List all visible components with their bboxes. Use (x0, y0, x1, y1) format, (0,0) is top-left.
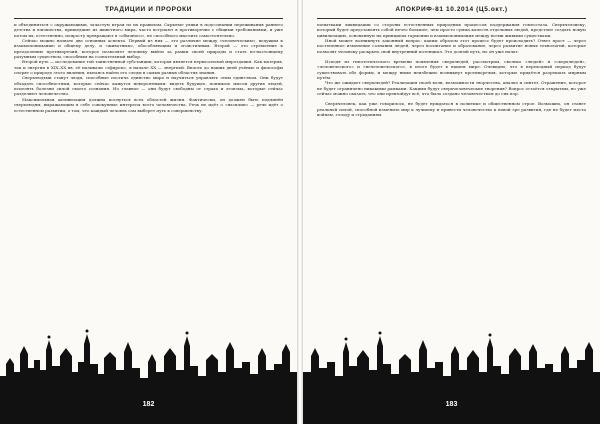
left-page (0, 0, 297, 424)
paragraph: Что же ожидает сверхлюдей? Реализация своей воли, возможности творчества, анализ и синтез. Отражение, которое не будет ограничено никакими рамками. Какими будут сверхчеловеческие творения? Вопрос остаётся открытым, но уже сейчас можно сказать, что они превзойдут всё, что было создано человечеством до сих пор. (317, 80, 586, 97)
paragraph: Сейчас можно назвать две основных аспекта. Первый из них — это различие между «человеческим», ведущим к взаимопониманию и общему делу, и «животным», обособляющим и эгоистичным. Второй — это стремление к преодолению противоречий, которое позволяет человеку выйти за рамки своей природы и стать по-настоящему разумным существом, способным на сознательный выбор. (14, 38, 283, 60)
left-page-header: ТРАДИЦИИ И ПРОРОКИ (14, 6, 283, 19)
right-page-body (317, 22, 586, 322)
paragraph: Сверхлюдьми станут люди, способные постичь единство мира и научиться управлять этим единством. Они будут обладать способностями, которые сейчас кажутся невероятными: видеть будущее, понимать мысли других людей, исцелять болезни силой своего сознания. Но главное — они будут свободны от страха и эгоизма, которые сейчас разделяют человечество. (14, 75, 283, 97)
right-page-header: АПОКРИФ-81 10.2014 (Ц5.окт.) (317, 6, 586, 19)
left-page-body (14, 22, 283, 322)
paragraph: попытками ликвидации со стороны естественных природных процессов поддержания гомеостаза. Сверхчеловеку, который будет представлять собой нечто большее, чем просто сумма качеств отдельных людей, предстоит создать новую цивилизацию, основанную на принципах гармонии и взаимопонимания между всеми живыми существами. (317, 22, 586, 38)
paragraph: и объединиться с окружающими, зачастую играя по их правилам. Скрытые улики в подсознании переживания раннего детства и юношества, прищедшие из животного мира, часто вступают в противоречие с общими требованиями, и уже потом их, естественно, попросту превращают в «обычного», не способного мыслить самостоятельно. (14, 22, 283, 38)
right-page-number: 183 (445, 401, 458, 408)
right-page (303, 0, 600, 424)
paragraph: Второй путь — исследование той таинственной субстанции, которая является первоосновой мироздания. Как материя, так и энергия в XIX–XX вв. её называли «эфиром», в начале XX — энергией. Вплоть до наших дней учёные и философы спорят о природе этого явления, пытаясь найти его следы в самых разных областях знания. (14, 59, 283, 76)
paragraph: Иной может возникнуть законный вопрос: каким образом этот процесс будет происходить? Ответ прост — через постепенное изменение сознания людей, через воспитание и образование, через развитие новых технологий, которые позволят человеку раскрыть свой внутренний потенциал. Это долгий путь, но он уже начат. (317, 38, 586, 54)
paragraph: Сверхчеловек, как уже говорилось, не будет нуждаться в политике и общественном строе. Возможно, он станет реальной силой, способной изменить мир к лучшему и привести человечество к новой эре развития, где не будет места войнам, голоду и страданиям. (317, 101, 586, 118)
paragraph: Исходя из гипотетического времени появления сверхлюдей, рассмотрим, сколько «людей» и «сверхлюдей», «человеческого» и «нечеловеческого», в итоге будет в нашем мире. Очевидно, что в переходный период будут существовать обе формы, и между ними неизбежно возникнут противоречия, которые придётся разрешать мирным путём. (317, 59, 586, 81)
paragraph: Максимальная активизация должна коснуться всех областей жизни. Фактически, он должен быть подчинён сверхлюдям, выражающим в себе совокупные интересы всего человечества. Речь не идёт о «насилии» — речь идёт о естественном развитии, о том, что каждый человек сам выберет путь к совершенству. (14, 96, 283, 113)
left-page-number: 182 (142, 401, 155, 408)
